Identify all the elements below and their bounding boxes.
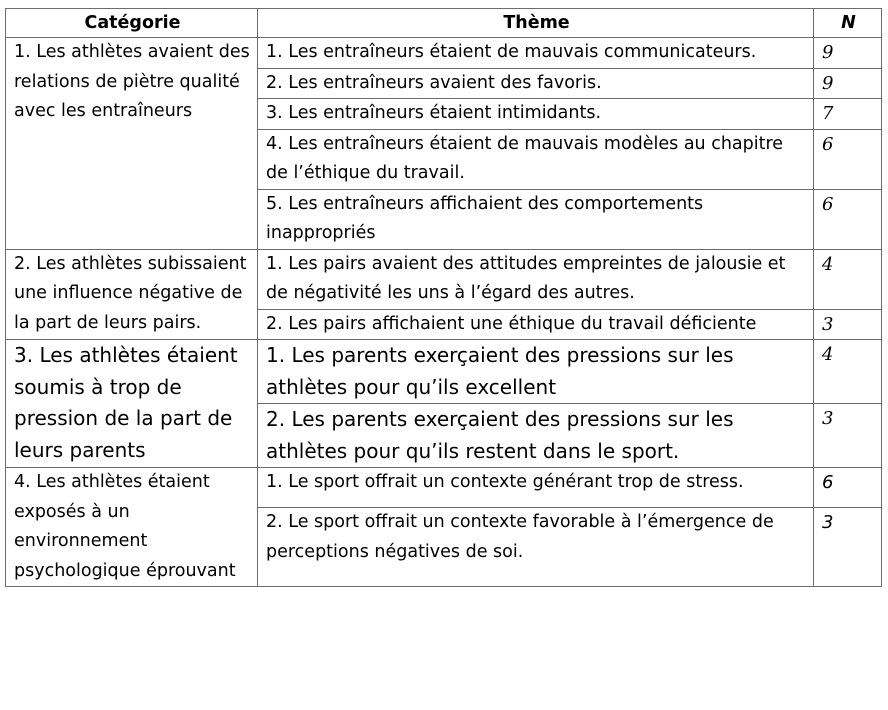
theme-cell: 2. Les entraîneurs avaient des favoris.: [258, 68, 814, 99]
themes-table: [5, 8, 882, 587]
theme-cell: 3. Les entraîneurs étaient intimidants.: [258, 99, 814, 130]
theme-cell: 2. Le sport offrait un contexte favorable à l’émergence de perceptions négatives de soi.: [258, 508, 814, 587]
header-row: [6, 9, 882, 38]
n-cell: 3: [814, 508, 882, 587]
theme-cell: 1. Les entraîneurs étaient de mauvais communicateurs.: [258, 38, 814, 69]
category-cell: 3. Les athlètes étaient soumis à trop de pression de la part de leurs parents: [6, 340, 258, 468]
n-cell: 6: [814, 468, 882, 508]
theme-cell: 2. Les parents exerçaient des pressions sur les athlètes pour qu’ils restent dans le sport.: [258, 404, 814, 468]
n-cell: 9: [814, 38, 882, 69]
n-cell: 6: [814, 189, 882, 249]
category-cell: 4. Les athlètes étaient exposés à un environnement psychologique éprouvant: [6, 468, 258, 587]
header-theme: Thème: [258, 9, 814, 38]
table-row: [6, 38, 882, 69]
theme-cell: 2. Les pairs affichaient une éthique du travail déficiente: [258, 309, 814, 340]
n-cell: 3: [814, 309, 882, 340]
n-cell: 6: [814, 129, 882, 189]
n-cell: 4: [814, 340, 882, 404]
category-cell: 2. Les athlètes subissaient une influence négative de la part de leurs pairs.: [6, 249, 258, 340]
table-row: [6, 468, 882, 508]
theme-cell: 5. Les entraîneurs affichaient des comportements inappropriés: [258, 189, 814, 249]
header-n: N: [814, 9, 882, 38]
header-category: Catégorie: [6, 9, 258, 38]
table-row: [6, 340, 882, 404]
table-row: [6, 249, 882, 309]
theme-cell: 4. Les entraîneurs étaient de mauvais modèles au chapitre de l’éthique du travail.: [258, 129, 814, 189]
theme-cell: 1. Les parents exerçaient des pressions sur les athlètes pour qu’ils excellent: [258, 340, 814, 404]
n-cell: 9: [814, 68, 882, 99]
n-cell: 7: [814, 99, 882, 130]
theme-cell: 1. Le sport offrait un contexte générant trop de stress.: [258, 468, 814, 508]
n-cell: 4: [814, 249, 882, 309]
n-cell: 3: [814, 404, 882, 468]
theme-cell: 1. Les pairs avaient des attitudes empreintes de jalousie et de négativité les uns à l’égard des autres.: [258, 249, 814, 309]
category-cell: 1. Les athlètes avaient des relations de piètre qualité avec les entraîneurs: [6, 38, 258, 250]
